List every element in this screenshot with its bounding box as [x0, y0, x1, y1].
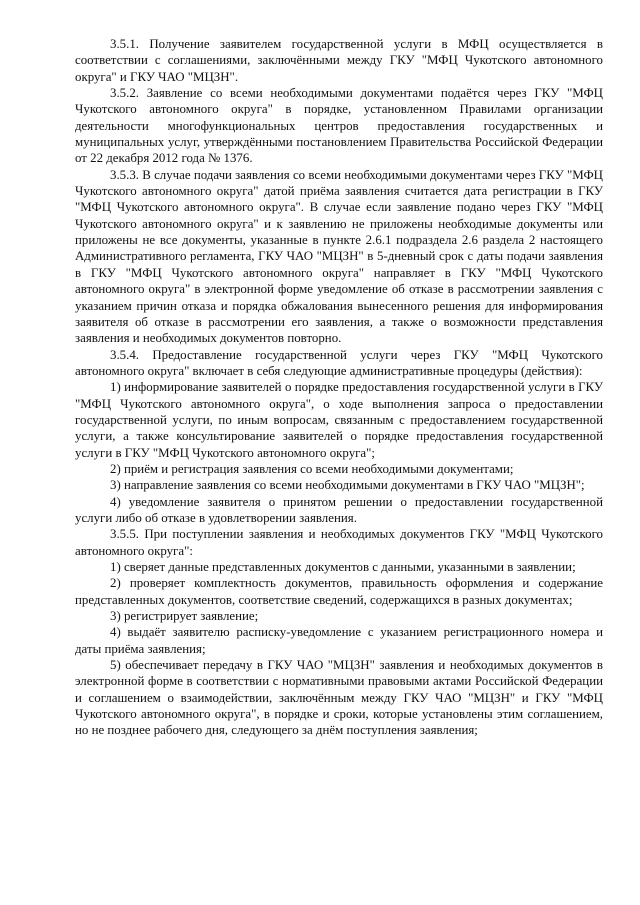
document-page: [75, 36, 603, 739]
list-item-3-5-5-4: 4) выдаёт заявителю расписку-уведомление с указанием регистрационного номера и даты приёма заявления;: [75, 625, 603, 656]
paragraph-3-5-2: 3.5.2. Заявление со всеми необходимыми документами подаётся через ГКУ "МФЦ Чукотского автономного округа" в порядке, установленном Правилами организации деятельности многофункциональных центров предоставления государственных и муниципальных услуг, утверждёнными постановлением Правительства Российской Федерации от 22 декабря 2012 года № 1376.: [75, 86, 603, 166]
list-item-3-5-4-3: 3) направление заявления со всеми необходимыми документами в ГКУ ЧАО "МЦЗН";: [110, 478, 585, 493]
paragraph-3-5-5: 3.5.5. При поступлении заявления и необходимых документов ГКУ "МФЦ Чукотского автономного округа":: [75, 527, 603, 558]
list-item-3-5-5-3: 3) регистрирует заявление;: [110, 609, 259, 624]
list-item-3-5-4-1: 1) информирование заявителей о порядке предоставления государственной услуги в ГКУ "МФЦ Чукотского автономного округа", о ходе выполнения запроса о предоставлении государственной услуги, по иным вопросам, связанным с предоставлением государственной услуги, а также консультирование заявителей о порядке предоставления государственной услуги в ГКУ "МФЦ Чукотского автономного округа";: [75, 380, 603, 460]
paragraph-3-5-3: 3.5.3. В случае подачи заявления со всеми необходимыми документами через ГКУ "МФЦ Чукотского автономного округа" датой приёма заявления считается дата регистрации в ГКУ "МФЦ Чукотского автономного округа". В случае если заявление подано через ГКУ "МФЦ Чукотского автономного округа" и к заявлению не приложены необходимые документы или приложены не все документы, указанные в пункте 2.6.1 подраздела 2.6 раздела 2 настоящего Административного регламента, ГКУ ЧАО "МЦЗН" в 5-дневный срок с даты подачи заявления в ГКУ "МФЦ Чукотского автономного округа" направляет в ГКУ "МФЦ Чукотского автономного округа" в электронной форме уведомление об отказе в рассмотрении заявления с указанием причин отказа и порядка обжалования вынесенного решения для информирования заявителя об отказе в рассмотрении его заявления, а также о возможности представления заявления и необходимых документов повторно.: [75, 167, 603, 346]
list-item-3-5-5-2: 2) проверяет комплектность документов, правильность оформления и содержание представленных документов, соответствие сведений, содержащихся в разных документах;: [75, 576, 603, 607]
list-item-3-5-4-2: 2) приём и регистрация заявления со всеми необходимыми документами;: [110, 461, 514, 476]
list-item-3-5-4-4: 4) уведомление заявителя о принятом решении о предоставлении государственной услуги либо об отказе в удовлетворении заявления.: [75, 494, 603, 525]
list-item-3-5-5-5: 5) обеспечивает передачу в ГКУ ЧАО "МЦЗН" заявления и необходимых документов в электронной форме в соответствии с нормативными правовыми актами Российской Федерации и соглашением о взаимодействии, заключённым между ГКУ ЧАО "МЦЗН" и ГКУ "МФЦ Чукотского автономного округа", в порядке и сроки, которые установлены этим соглашением, но не позднее рабочего дня, следующего за днём поступления заявления;: [75, 658, 603, 738]
list-item-3-5-5-1: 1) сверяет данные представленных документов с данными, указанными в заявлении;: [110, 560, 576, 574]
paragraph-3-5-4: 3.5.4. Предоставление государственной услуги через ГКУ "МФЦ Чукотского автономного округа" включает в себя следующие административные процедуры (действия):: [75, 347, 603, 378]
paragraph-3-5-1: 3.5.1. Получение заявителем государственной услуги в МФЦ осуществляется в соответствии с соглашениями, заключёнными между ГКУ "МФЦ Чукотского автономного округа" и ГКУ ЧАО "МЦЗН".: [75, 37, 603, 84]
